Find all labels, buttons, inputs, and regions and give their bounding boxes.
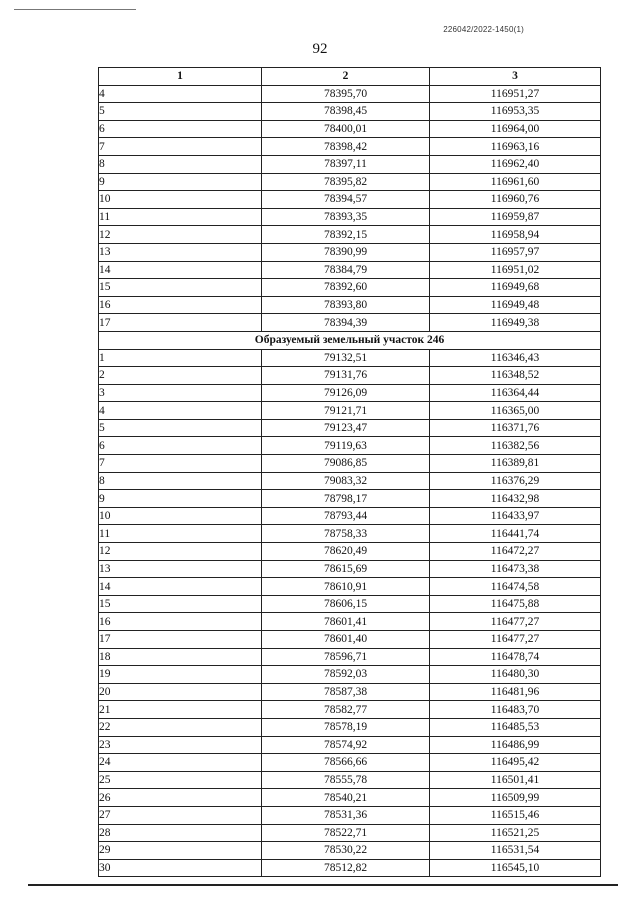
point-number-cell: 6	[99, 120, 262, 138]
point-number-cell: 5	[99, 419, 262, 437]
y-coordinate-cell: 116432,98	[430, 490, 601, 508]
point-number-cell: 15	[99, 595, 262, 613]
x-coordinate-cell: 79131,76	[262, 367, 430, 385]
table-row	[99, 384, 601, 402]
column-header-2: 2	[262, 68, 430, 86]
y-coordinate-cell: 116389,81	[430, 455, 601, 473]
y-coordinate-cell: 116474,58	[430, 578, 601, 596]
table-row	[99, 736, 601, 754]
point-number-cell: 28	[99, 824, 262, 842]
x-coordinate-cell: 78587,38	[262, 683, 430, 701]
x-coordinate-cell: 78395,82	[262, 173, 430, 191]
point-number-cell: 20	[99, 683, 262, 701]
x-coordinate-cell: 78596,71	[262, 648, 430, 666]
table-row	[99, 226, 601, 244]
table-row	[99, 789, 601, 807]
x-coordinate-cell: 78522,71	[262, 824, 430, 842]
table-row	[99, 419, 601, 437]
table-row	[99, 155, 601, 173]
table-row	[99, 806, 601, 824]
y-coordinate-cell: 116485,53	[430, 718, 601, 736]
y-coordinate-cell: 116483,70	[430, 701, 601, 719]
y-coordinate-cell: 116441,74	[430, 525, 601, 543]
x-coordinate-cell: 78394,39	[262, 314, 430, 332]
table-row	[99, 842, 601, 860]
y-coordinate-cell: 116949,68	[430, 279, 601, 297]
point-number-cell: 17	[99, 631, 262, 649]
y-coordinate-cell: 116478,74	[430, 648, 601, 666]
point-number-cell: 19	[99, 666, 262, 684]
x-coordinate-cell: 78578,19	[262, 718, 430, 736]
y-coordinate-cell: 116473,38	[430, 560, 601, 578]
x-coordinate-cell: 78392,15	[262, 226, 430, 244]
point-number-cell: 14	[99, 261, 262, 279]
x-coordinate-cell: 79086,85	[262, 455, 430, 473]
point-number-cell: 27	[99, 806, 262, 824]
x-coordinate-cell: 78398,42	[262, 138, 430, 156]
point-number-cell: 15	[99, 279, 262, 297]
y-coordinate-cell: 116957,97	[430, 243, 601, 261]
point-number-cell: 3	[99, 384, 262, 402]
point-number-cell: 7	[99, 455, 262, 473]
x-coordinate-cell: 78610,91	[262, 578, 430, 596]
page-number: 92	[312, 41, 328, 57]
point-number-cell: 18	[99, 648, 262, 666]
x-coordinate-cell: 78793,44	[262, 507, 430, 525]
y-coordinate-cell: 116371,76	[430, 419, 601, 437]
column-header-1: 1	[99, 68, 262, 86]
x-coordinate-cell: 78390,99	[262, 243, 430, 261]
table-row	[99, 437, 601, 455]
table-row	[99, 138, 601, 156]
point-number-cell: 1	[99, 349, 262, 367]
y-coordinate-cell: 116475,88	[430, 595, 601, 613]
y-coordinate-cell: 116953,35	[430, 103, 601, 121]
point-number-cell: 10	[99, 191, 262, 209]
point-number-cell: 29	[99, 842, 262, 860]
table-row	[99, 103, 601, 121]
point-number-cell: 7	[99, 138, 262, 156]
x-coordinate-cell: 78582,77	[262, 701, 430, 719]
y-coordinate-cell: 116961,60	[430, 173, 601, 191]
x-coordinate-cell: 78758,33	[262, 525, 430, 543]
y-coordinate-cell: 116495,42	[430, 754, 601, 772]
column-header-3: 3	[430, 68, 601, 86]
x-coordinate-cell: 79083,32	[262, 472, 430, 490]
point-number-cell: 21	[99, 701, 262, 719]
x-coordinate-cell: 78606,15	[262, 595, 430, 613]
top-rule	[14, 9, 136, 10]
x-coordinate-cell: 79126,09	[262, 384, 430, 402]
point-number-cell: 11	[99, 208, 262, 226]
table-header-row	[99, 68, 601, 86]
point-number-cell: 25	[99, 771, 262, 789]
table-row	[99, 261, 601, 279]
point-number-cell: 2	[99, 367, 262, 385]
x-coordinate-cell: 78397,11	[262, 155, 430, 173]
table-row	[99, 859, 601, 877]
table-row	[99, 191, 601, 209]
section-title-row	[99, 331, 601, 349]
table-row	[99, 754, 601, 772]
y-coordinate-cell: 116365,00	[430, 402, 601, 420]
table-row	[99, 243, 601, 261]
y-coordinate-cell: 116963,16	[430, 138, 601, 156]
table-row	[99, 507, 601, 525]
point-number-cell: 12	[99, 543, 262, 561]
table-body-part1	[99, 85, 601, 331]
x-coordinate-cell: 79132,51	[262, 349, 430, 367]
x-coordinate-cell: 78530,22	[262, 842, 430, 860]
table-row	[99, 631, 601, 649]
x-coordinate-cell: 78566,66	[262, 754, 430, 772]
x-coordinate-cell: 78615,69	[262, 560, 430, 578]
x-coordinate-cell: 78574,92	[262, 736, 430, 754]
y-coordinate-cell: 116951,27	[430, 85, 601, 103]
table-row	[99, 595, 601, 613]
x-coordinate-cell: 79119,63	[262, 437, 430, 455]
y-coordinate-cell: 116959,87	[430, 208, 601, 226]
x-coordinate-cell: 78601,40	[262, 631, 430, 649]
table-row	[99, 771, 601, 789]
table-row	[99, 367, 601, 385]
point-number-cell: 22	[99, 718, 262, 736]
section-title: Образуемый земельный участок 246	[99, 331, 601, 349]
y-coordinate-cell: 116433,97	[430, 507, 601, 525]
point-number-cell: 16	[99, 613, 262, 631]
y-coordinate-cell: 116958,94	[430, 226, 601, 244]
point-number-cell: 26	[99, 789, 262, 807]
y-coordinate-cell: 116346,43	[430, 349, 601, 367]
x-coordinate-cell: 78555,78	[262, 771, 430, 789]
bottom-rule	[28, 884, 618, 886]
point-number-cell: 8	[99, 472, 262, 490]
table-row	[99, 613, 601, 631]
y-coordinate-cell: 116348,52	[430, 367, 601, 385]
table-row	[99, 402, 601, 420]
table-row	[99, 648, 601, 666]
x-coordinate-cell: 78540,21	[262, 789, 430, 807]
table-row	[99, 543, 601, 561]
x-coordinate-cell: 78392,60	[262, 279, 430, 297]
table-row	[99, 525, 601, 543]
table-row	[99, 578, 601, 596]
table-row	[99, 279, 601, 297]
x-coordinate-cell: 78512,82	[262, 859, 430, 877]
x-coordinate-cell: 78384,79	[262, 261, 430, 279]
table-row	[99, 701, 601, 719]
point-number-cell: 11	[99, 525, 262, 543]
point-number-cell: 10	[99, 507, 262, 525]
point-number-cell: 23	[99, 736, 262, 754]
y-coordinate-cell: 116521,25	[430, 824, 601, 842]
x-coordinate-cell: 78400,01	[262, 120, 430, 138]
y-coordinate-cell: 116960,76	[430, 191, 601, 209]
x-coordinate-cell: 78601,41	[262, 613, 430, 631]
coordinates-table	[98, 67, 601, 877]
point-number-cell: 24	[99, 754, 262, 772]
x-coordinate-cell: 78394,57	[262, 191, 430, 209]
table-row	[99, 683, 601, 701]
y-coordinate-cell: 116949,48	[430, 296, 601, 314]
section-title-group	[99, 331, 601, 349]
y-coordinate-cell: 116962,40	[430, 155, 601, 173]
table-row	[99, 314, 601, 332]
x-coordinate-cell: 78798,17	[262, 490, 430, 508]
x-coordinate-cell: 78620,49	[262, 543, 430, 561]
y-coordinate-cell: 116477,27	[430, 613, 601, 631]
x-coordinate-cell: 78395,70	[262, 85, 430, 103]
table-row	[99, 824, 601, 842]
y-coordinate-cell: 116472,27	[430, 543, 601, 561]
table-row	[99, 173, 601, 191]
x-coordinate-cell: 78398,45	[262, 103, 430, 121]
point-number-cell: 4	[99, 402, 262, 420]
y-coordinate-cell: 116486,99	[430, 736, 601, 754]
x-coordinate-cell: 79121,71	[262, 402, 430, 420]
table-row	[99, 560, 601, 578]
y-coordinate-cell: 116509,99	[430, 789, 601, 807]
x-coordinate-cell: 78393,80	[262, 296, 430, 314]
y-coordinate-cell: 116376,29	[430, 472, 601, 490]
point-number-cell: 8	[99, 155, 262, 173]
point-number-cell: 5	[99, 103, 262, 121]
point-number-cell: 4	[99, 85, 262, 103]
point-number-cell: 9	[99, 490, 262, 508]
table-row	[99, 490, 601, 508]
y-coordinate-cell: 116515,46	[430, 806, 601, 824]
point-number-cell: 16	[99, 296, 262, 314]
document-number: 226042/2022-1450(1)	[443, 25, 524, 34]
x-coordinate-cell: 79123,47	[262, 419, 430, 437]
y-coordinate-cell: 116382,56	[430, 437, 601, 455]
y-coordinate-cell: 116501,41	[430, 771, 601, 789]
y-coordinate-cell: 116949,38	[430, 314, 601, 332]
point-number-cell: 9	[99, 173, 262, 191]
y-coordinate-cell: 116477,27	[430, 631, 601, 649]
x-coordinate-cell: 78592,03	[262, 666, 430, 684]
x-coordinate-cell: 78393,35	[262, 208, 430, 226]
y-coordinate-cell: 116481,96	[430, 683, 601, 701]
y-coordinate-cell: 116531,54	[430, 842, 601, 860]
table-row	[99, 349, 601, 367]
y-coordinate-cell: 116545,10	[430, 859, 601, 877]
table-row	[99, 296, 601, 314]
point-number-cell: 30	[99, 859, 262, 877]
point-number-cell: 17	[99, 314, 262, 332]
point-number-cell: 12	[99, 226, 262, 244]
y-coordinate-cell: 116951,02	[430, 261, 601, 279]
table-row	[99, 666, 601, 684]
y-coordinate-cell: 116480,30	[430, 666, 601, 684]
point-number-cell: 6	[99, 437, 262, 455]
table-row	[99, 208, 601, 226]
point-number-cell: 13	[99, 243, 262, 261]
point-number-cell: 13	[99, 560, 262, 578]
table-row	[99, 455, 601, 473]
y-coordinate-cell: 116964,00	[430, 120, 601, 138]
table-row	[99, 472, 601, 490]
point-number-cell: 14	[99, 578, 262, 596]
x-coordinate-cell: 78531,36	[262, 806, 430, 824]
table-row	[99, 85, 601, 103]
table-row	[99, 718, 601, 736]
table-row	[99, 120, 601, 138]
y-coordinate-cell: 116364,44	[430, 384, 601, 402]
table-body-part2	[99, 349, 601, 877]
